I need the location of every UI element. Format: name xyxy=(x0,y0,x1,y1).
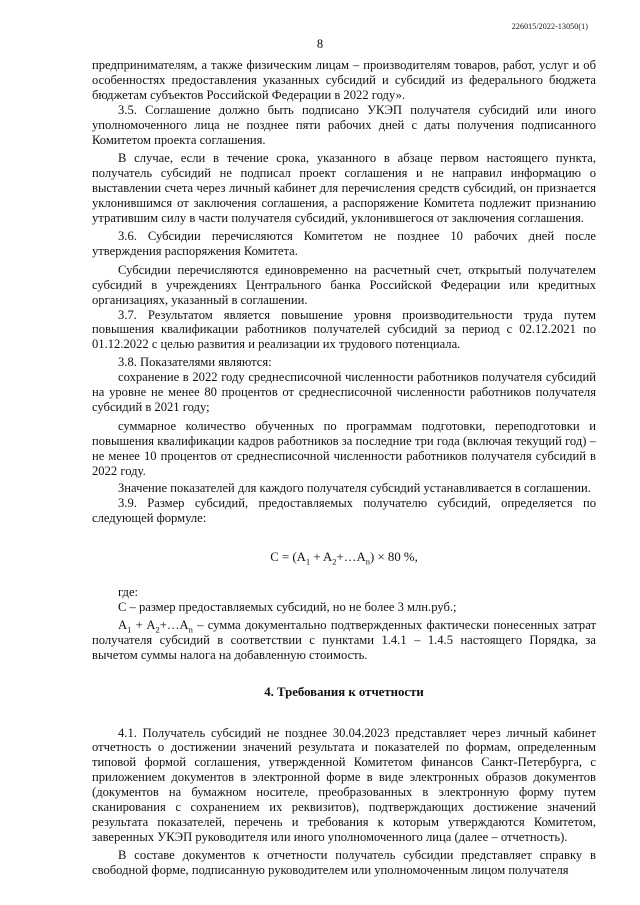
paragraph-3-8-indicator-1: сохранение в 2022 году среднесписочной численности работников получателя субсидий на уровне не менее 80 процентов от среднесписочной численности работников получателя субсидий в 2021 году; xyxy=(92,370,596,414)
paragraph-3-8-value: Значение показателей для каждого получателя субсидий устанавливается в соглашении. xyxy=(118,481,591,496)
formula-sub-2: 2 xyxy=(332,556,337,567)
paragraph-4-1: 4.1. Получатель субсидий не позднее 30.04.2023 представляет через личный кабинет отчетность о достижении значений результата и показателей по формам, определенным типовой формой соглашения, утвержденной Комитетом финансов Санкт-Петербурга, с приложением документов в электронной форме в виде электронных образов документов (документов на бумажном носителе, преобразованных в электронную форму путем сканирования с сохранением их реквизитов), подтверждающих достижение значений результата показателей, перечень и требования к которым утверждаются Комитетом, заверенных УКЭП руководителя или иного уполномоченного лица (далее – отчетность). xyxy=(92,725,596,844)
formula-plus: + A xyxy=(310,550,333,565)
paragraph-3-5-second: В случае, если в течение срока, указанного в абзаце первом настоящего пункта, получатель субсидий не подписал проект соглашения и не направил информацию о выставлении счета через личный кабинет для перечисления средств субсидий, он признается уклонившимся от заключения соглашения, а распоряжение Комитета подлежит признанию утратившим силу в части получателя субсидий, уклонившегося от заключения соглашения. xyxy=(92,151,596,226)
paragraph-3-8-indicator-2: суммарное количество обученных по программам подготовки, переподготовки и повышения квалификации кадров работников за последние три года (включая текущий год) – не менее 10 процентов от среднесписочной численности работников получателя субсидий в 2022 году. xyxy=(92,418,596,478)
formula-c-definition: С – размер предоставляемых субсидий, но не более 3 млн.руб.; xyxy=(118,600,457,614)
a-def-plus: + A xyxy=(131,617,156,632)
formula-sub-n: n xyxy=(365,556,371,567)
a-def-sub-1: 1 xyxy=(127,624,132,635)
document-number: 226015/2022-13050(1) xyxy=(511,22,588,31)
formula-where: где: xyxy=(118,585,139,600)
page-number: 8 xyxy=(316,37,324,51)
paragraph-3-8: 3.8. Показателями являются: xyxy=(118,355,272,370)
paragraph-4-1-second: В составе документов к отчетности получатель субсидии представляет справку в свободной форме, подписанную руководителем или уполномоченным лицом получателя xyxy=(92,847,596,877)
section-heading: 4. Требования к отчетности xyxy=(264,684,424,699)
a-def-a1: A xyxy=(118,617,128,632)
formula-lhs: C = (A xyxy=(270,550,306,565)
paragraph-3-6-second: Субсидии перечисляются единовременно на расчетный счет, открытый получателем субсидий в учреждениях Центрального банка Российской Федерации или кредитных организациях, указанный в соглашении. xyxy=(92,262,596,307)
formula-tail: ) × 80 %, xyxy=(370,550,418,565)
formula-ellipsis: +…A xyxy=(336,550,366,565)
formula-a-definition xyxy=(92,618,596,663)
a-def-sub-2: 2 xyxy=(155,624,160,635)
a-def-text: – сумма документально подтвержденных фактически понесенных затрат получателя субсидий в соответствии с пунктами 1.4.1 – 1.4.5 настоящего Порядка, за вычетом суммы налога на добавленную стоимость. xyxy=(92,617,596,662)
paragraph-3-7: 3.7. Результатом является повышение уровня производительности труда путем повышения квалификации работников получателей субсидий за период с 02.12.2021 по 01.12.2022 с целью развития и реализации их трудового потенциала. xyxy=(92,307,596,352)
paragraph-continuation: предпринимателям, а также физическим лицам – производителям товаров, работ, услуг и об особенностях предоставления указанных субсидий и субсидий из федерального бюджета бюджетам субъектов Российской Федерации в 2022 году». xyxy=(92,58,596,102)
paragraph-3-9: 3.9. Размер субсидий, предоставляемых получателю субсидий, определяется по следующей формуле: xyxy=(92,496,596,526)
paragraph-3-5: 3.5. Соглашение должно быть подписано УКЭП получателя субсидий или иного уполномоченного лица не позднее пяти рабочих дней с даты получения подписанного Комитетом проекта соглашения. xyxy=(92,102,596,147)
subsidy-formula xyxy=(92,550,596,565)
a-def-ellipsis: +…A xyxy=(159,617,189,632)
document-body xyxy=(92,58,596,878)
formula-sub-1: 1 xyxy=(305,556,311,567)
paragraph-3-6: 3.6. Субсидии перечисляются Комитетом не позднее 10 рабочих дней после утверждения распоряжения Комитета. xyxy=(92,228,596,258)
a-def-sub-n: n xyxy=(188,624,193,635)
